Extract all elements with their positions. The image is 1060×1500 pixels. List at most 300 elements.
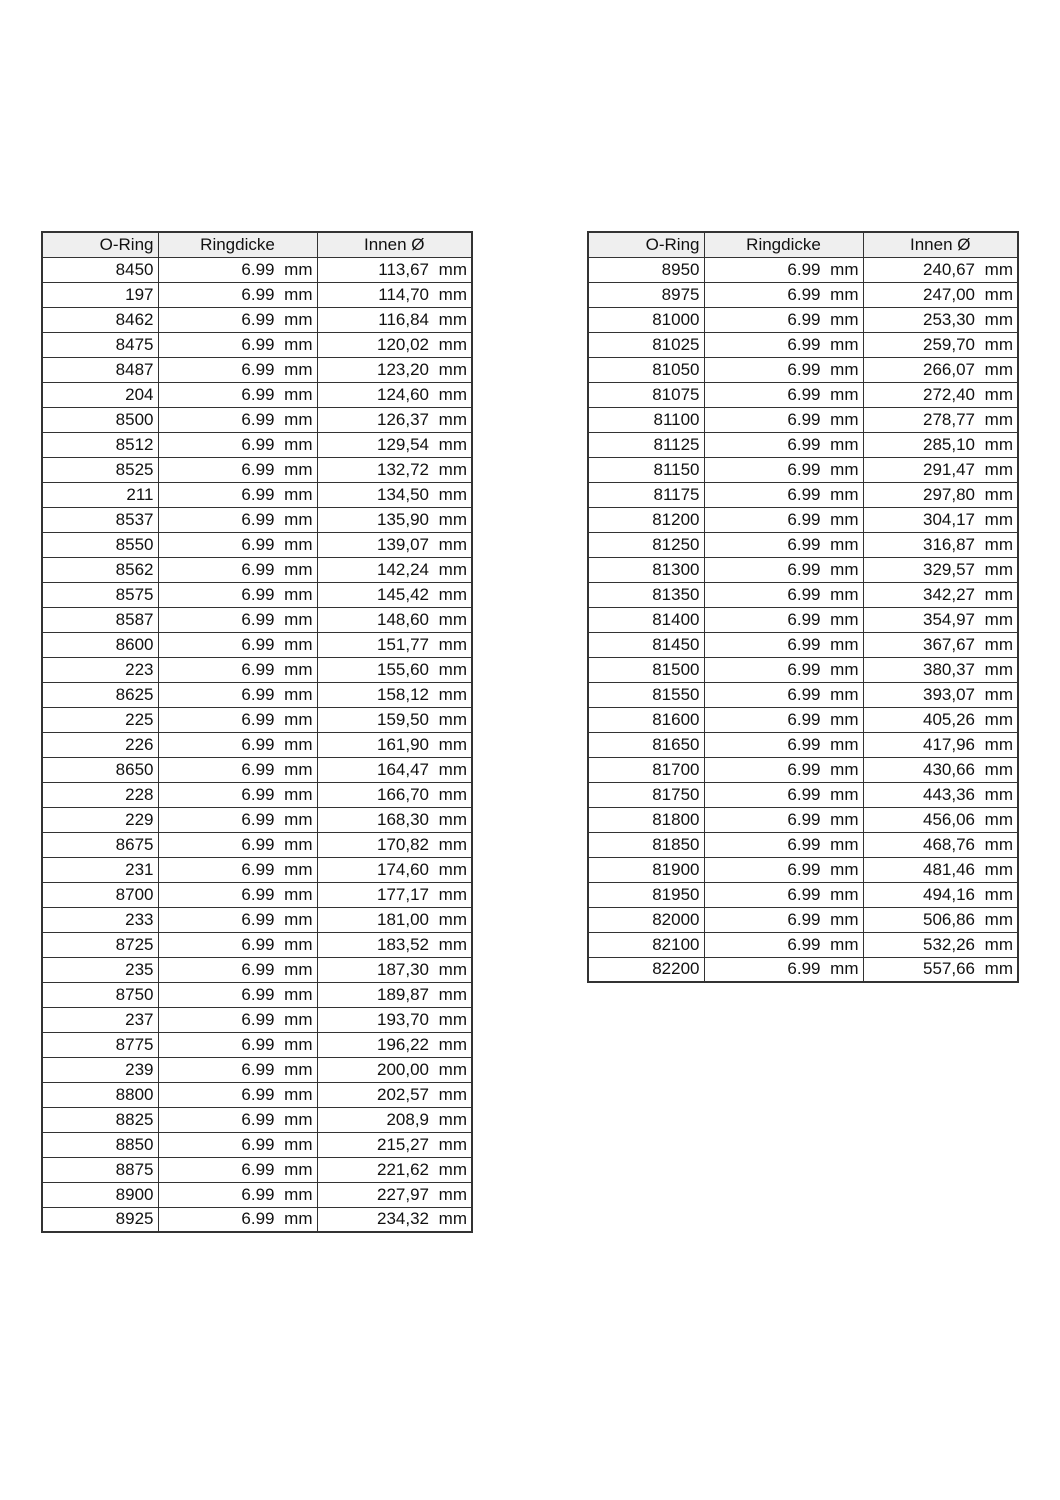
innen-durchmesser-cell <box>317 732 472 757</box>
innen-durchmesser-cell <box>317 632 472 657</box>
table-row <box>42 807 472 832</box>
cell-value: 6.99 <box>241 659 275 679</box>
cell-value: 81600 <box>652 709 700 729</box>
oring-number-cell <box>42 1057 158 1082</box>
cell-value: 6.99 <box>241 359 275 379</box>
unit-label: mm <box>284 1134 313 1154</box>
table-row <box>588 332 1018 357</box>
oring-number-cell <box>588 657 704 682</box>
unit-label: mm <box>830 509 859 529</box>
table-row <box>588 907 1018 932</box>
cell-value: 81850 <box>652 834 700 854</box>
table-row <box>588 307 1018 332</box>
oring-table-right <box>587 231 1019 983</box>
cell-value: 6.99 <box>787 359 821 379</box>
header-oring: O-Ring <box>588 232 704 257</box>
innen-durchmesser-cell <box>863 832 1018 857</box>
table-row <box>588 582 1018 607</box>
oring-number-cell <box>588 807 704 832</box>
unit-label: mm <box>984 759 1013 779</box>
cell-value: 229 <box>125 809 154 829</box>
table-row <box>42 782 472 807</box>
cell-value: 177,17 <box>377 884 429 904</box>
table-row <box>588 657 1018 682</box>
cell-value: 81700 <box>652 759 700 779</box>
unit-label: mm <box>284 1059 313 1079</box>
cell-value: 6.99 <box>241 884 275 904</box>
cell-value: 81050 <box>652 359 700 379</box>
cell-value: 8775 <box>115 1034 154 1054</box>
header-innen-durchmesser: Innen Ø <box>863 232 1018 257</box>
cell-value: 6.99 <box>787 959 821 979</box>
oring-number-cell <box>42 807 158 832</box>
ringdicke-cell <box>158 332 317 357</box>
cell-value: 6.99 <box>787 809 821 829</box>
unit-label: mm <box>984 859 1013 879</box>
cell-value: 81500 <box>652 659 700 679</box>
cell-value: 81250 <box>652 534 700 554</box>
ringdicke-cell <box>158 982 317 1007</box>
cell-value: 215,27 <box>377 1134 429 1154</box>
innen-durchmesser-cell <box>863 307 1018 332</box>
cell-value: 8525 <box>115 459 154 479</box>
ringdicke-cell <box>704 682 863 707</box>
unit-label: mm <box>284 684 313 704</box>
cell-value: 8800 <box>115 1084 154 1104</box>
unit-label: mm <box>984 784 1013 804</box>
oring-number-cell <box>42 982 158 1007</box>
oring-number-cell <box>42 332 158 357</box>
unit-label: mm <box>284 934 313 954</box>
unit-label: mm <box>830 759 859 779</box>
cell-value: 8500 <box>115 409 154 429</box>
unit-label: mm <box>284 709 313 729</box>
table-row <box>588 257 1018 282</box>
oring-number-cell <box>588 707 704 732</box>
cell-value: 342,27 <box>923 584 975 604</box>
cell-value: 132,72 <box>377 459 429 479</box>
cell-value: 197 <box>125 284 154 304</box>
table-row <box>588 882 1018 907</box>
unit-label: mm <box>284 1159 313 1179</box>
ringdicke-cell <box>704 357 863 382</box>
cell-value: 468,76 <box>923 834 975 854</box>
cell-value: 6.99 <box>787 434 821 454</box>
ringdicke-cell <box>158 582 317 607</box>
unit-label: mm <box>830 909 859 929</box>
ringdicke-cell <box>704 432 863 457</box>
cell-value: 430,66 <box>923 759 975 779</box>
oring-number-cell <box>588 682 704 707</box>
ringdicke-cell <box>158 1082 317 1107</box>
cell-value: 81075 <box>652 384 700 404</box>
table-row <box>42 582 472 607</box>
cell-value: 166,70 <box>377 784 429 804</box>
cell-value: 81950 <box>652 884 700 904</box>
innen-durchmesser-cell <box>317 682 472 707</box>
cell-value: 211 <box>126 484 154 504</box>
innen-durchmesser-cell <box>863 657 1018 682</box>
unit-label: mm <box>438 384 467 404</box>
oring-number-cell <box>42 782 158 807</box>
oring-number-cell <box>588 307 704 332</box>
cell-value: 8975 <box>661 284 700 304</box>
cell-value: 239 <box>125 1059 154 1079</box>
innen-durchmesser-cell <box>317 257 472 282</box>
table-row <box>42 732 472 757</box>
table-row <box>588 607 1018 632</box>
innen-durchmesser-cell <box>317 432 472 457</box>
unit-label: mm <box>284 759 313 779</box>
unit-label: mm <box>830 409 859 429</box>
cell-value: 8675 <box>115 834 154 854</box>
unit-label: mm <box>438 559 467 579</box>
cell-value: 226 <box>125 734 154 754</box>
cell-value: 6.99 <box>787 684 821 704</box>
table-row <box>42 957 472 982</box>
oring-number-cell <box>42 457 158 482</box>
table-row <box>42 382 472 407</box>
innen-durchmesser-cell <box>863 757 1018 782</box>
unit-label: mm <box>984 409 1013 429</box>
oring-number-cell <box>42 357 158 382</box>
innen-durchmesser-cell <box>317 382 472 407</box>
ringdicke-cell <box>704 757 863 782</box>
cell-value: 183,52 <box>377 934 429 954</box>
oring-number-cell <box>42 757 158 782</box>
oring-number-cell <box>42 282 158 307</box>
innen-durchmesser-cell <box>317 1182 472 1207</box>
cell-value: 142,24 <box>377 559 429 579</box>
oring-number-cell <box>588 757 704 782</box>
cell-value: 266,07 <box>923 359 975 379</box>
innen-durchmesser-cell <box>863 682 1018 707</box>
cell-value: 8625 <box>115 684 154 704</box>
unit-label: mm <box>830 559 859 579</box>
unit-label: mm <box>284 484 313 504</box>
unit-label: mm <box>984 934 1013 954</box>
ringdicke-cell <box>158 257 317 282</box>
cell-value: 231 <box>125 859 154 879</box>
unit-label: mm <box>984 359 1013 379</box>
cell-value: 81200 <box>652 509 700 529</box>
cell-value: 81125 <box>653 434 700 454</box>
innen-durchmesser-cell <box>317 1157 472 1182</box>
unit-label: mm <box>438 984 467 1004</box>
ringdicke-cell <box>704 257 863 282</box>
innen-durchmesser-cell <box>317 332 472 357</box>
ringdicke-cell <box>158 757 317 782</box>
header-row <box>42 232 472 257</box>
table-row <box>42 1007 472 1032</box>
unit-label: mm <box>984 284 1013 304</box>
unit-label: mm <box>284 434 313 454</box>
innen-durchmesser-cell <box>863 482 1018 507</box>
table-row <box>42 407 472 432</box>
oring-number-cell <box>588 907 704 932</box>
unit-label: mm <box>984 484 1013 504</box>
table-row <box>588 757 1018 782</box>
innen-durchmesser-cell <box>317 607 472 632</box>
unit-label: mm <box>830 309 859 329</box>
cell-value: 126,37 <box>377 409 429 429</box>
unit-label: mm <box>438 334 467 354</box>
oring-number-cell <box>588 382 704 407</box>
oring-number-cell <box>42 957 158 982</box>
cell-value: 129,54 <box>377 434 429 454</box>
ringdicke-cell <box>704 382 863 407</box>
ringdicke-cell <box>158 307 317 332</box>
unit-label: mm <box>830 584 859 604</box>
cell-value: 316,87 <box>923 534 975 554</box>
unit-label: mm <box>284 509 313 529</box>
cell-value: 82000 <box>652 909 700 929</box>
oring-number-cell <box>42 1082 158 1107</box>
cell-value: 6.99 <box>241 934 275 954</box>
cell-value: 168,30 <box>377 809 429 829</box>
header-oring: O-Ring <box>42 232 158 257</box>
unit-label: mm <box>284 809 313 829</box>
unit-label: mm <box>438 534 467 554</box>
cell-value: 8512 <box>115 434 154 454</box>
oring-number-cell <box>42 1207 158 1232</box>
cell-value: 8600 <box>115 634 154 654</box>
unit-label: mm <box>284 309 313 329</box>
table-row <box>588 407 1018 432</box>
ringdicke-cell <box>158 907 317 932</box>
oring-table-left <box>41 231 473 1233</box>
table-row <box>588 932 1018 957</box>
cell-value: 6.99 <box>787 934 821 954</box>
unit-label: mm <box>284 359 313 379</box>
cell-value: 6.99 <box>241 459 275 479</box>
innen-durchmesser-cell <box>317 657 472 682</box>
ringdicke-cell <box>704 282 863 307</box>
table-row <box>42 832 472 857</box>
oring-number-cell <box>588 857 704 882</box>
cell-value: 81550 <box>652 684 700 704</box>
table-row <box>42 857 472 882</box>
ringdicke-cell <box>158 682 317 707</box>
table-row <box>42 532 472 557</box>
unit-label: mm <box>438 1034 467 1054</box>
unit-label: mm <box>830 734 859 754</box>
oring-number-cell <box>42 1107 158 1132</box>
table-row <box>588 807 1018 832</box>
unit-label: mm <box>438 684 467 704</box>
cell-value: 6.99 <box>241 1009 275 1029</box>
oring-number-cell <box>42 632 158 657</box>
innen-durchmesser-cell <box>863 407 1018 432</box>
cell-value: 8900 <box>115 1184 154 1204</box>
table-row <box>42 332 472 357</box>
cell-value: 6.99 <box>787 584 821 604</box>
oring-number-cell <box>588 607 704 632</box>
unit-label: mm <box>830 534 859 554</box>
oring-number-cell <box>42 582 158 607</box>
cell-value: 6.99 <box>241 1184 275 1204</box>
cell-value: 181,00 <box>377 909 429 929</box>
header-ringdicke: Ringdicke <box>158 232 317 257</box>
oring-number-cell <box>42 682 158 707</box>
ringdicke-cell <box>704 707 863 732</box>
innen-durchmesser-cell <box>317 1107 472 1132</box>
cell-value: 8487 <box>115 359 154 379</box>
ringdicke-cell <box>158 532 317 557</box>
ringdicke-cell <box>704 507 863 532</box>
unit-label: mm <box>438 634 467 654</box>
unit-label: mm <box>284 409 313 429</box>
cell-value: 6.99 <box>787 709 821 729</box>
oring-number-cell <box>42 482 158 507</box>
table-row <box>42 882 472 907</box>
table-row <box>588 632 1018 657</box>
innen-durchmesser-cell <box>317 482 472 507</box>
oring-number-cell <box>42 882 158 907</box>
table-row <box>588 732 1018 757</box>
unit-label: mm <box>984 834 1013 854</box>
table-row <box>42 632 472 657</box>
cell-value: 6.99 <box>241 834 275 854</box>
cell-value: 8550 <box>115 534 154 554</box>
unit-label: mm <box>830 284 859 304</box>
table-row <box>588 432 1018 457</box>
innen-durchmesser-cell <box>317 1057 472 1082</box>
ringdicke-cell <box>158 1157 317 1182</box>
cell-value: 81025 <box>652 334 700 354</box>
cell-value: 81900 <box>652 859 700 879</box>
unit-label: mm <box>438 1084 467 1104</box>
unit-label: mm <box>830 634 859 654</box>
ringdicke-cell <box>158 882 317 907</box>
cell-value: 443,36 <box>923 784 975 804</box>
oring-number-cell <box>42 532 158 557</box>
table-row <box>588 507 1018 532</box>
cell-value: 532,26 <box>923 934 975 954</box>
cell-value: 494,16 <box>923 884 975 904</box>
cell-value: 187,30 <box>377 959 429 979</box>
cell-value: 380,37 <box>923 659 975 679</box>
oring-number-cell <box>588 957 704 982</box>
oring-number-cell <box>42 557 158 582</box>
unit-label: mm <box>830 684 859 704</box>
cell-value: 155,60 <box>377 659 429 679</box>
cell-value: 6.99 <box>241 734 275 754</box>
cell-value: 8562 <box>115 559 154 579</box>
table-row <box>42 457 472 482</box>
cell-value: 6.99 <box>787 759 821 779</box>
table-row <box>42 1082 472 1107</box>
header-row <box>588 232 1018 257</box>
unit-label: mm <box>984 709 1013 729</box>
cell-value: 120,02 <box>377 334 429 354</box>
unit-label: mm <box>984 309 1013 329</box>
innen-durchmesser-cell <box>863 257 1018 282</box>
cell-value: 135,90 <box>377 509 429 529</box>
table-row <box>42 982 472 1007</box>
ringdicke-cell <box>704 932 863 957</box>
ringdicke-cell <box>158 657 317 682</box>
unit-label: mm <box>438 1159 467 1179</box>
unit-label: mm <box>830 609 859 629</box>
unit-label: mm <box>284 1209 313 1229</box>
unit-label: mm <box>438 484 467 504</box>
oring-number-cell <box>588 532 704 557</box>
cell-value: 6.99 <box>787 534 821 554</box>
table-row <box>42 257 472 282</box>
cell-value: 285,10 <box>923 434 975 454</box>
cell-value: 223 <box>125 659 154 679</box>
ringdicke-cell <box>158 782 317 807</box>
oring-number-cell <box>588 632 704 657</box>
cell-value: 6.99 <box>787 859 821 879</box>
innen-durchmesser-cell <box>863 332 1018 357</box>
unit-label: mm <box>830 934 859 954</box>
cell-value: 6.99 <box>241 609 275 629</box>
unit-label: mm <box>284 784 313 804</box>
ringdicke-cell <box>158 732 317 757</box>
unit-label: mm <box>438 259 467 279</box>
unit-label: mm <box>438 859 467 879</box>
ringdicke-cell <box>704 332 863 357</box>
innen-durchmesser-cell <box>863 732 1018 757</box>
innen-durchmesser-cell <box>863 782 1018 807</box>
innen-durchmesser-cell <box>317 507 472 532</box>
table-row <box>42 1132 472 1157</box>
unit-label: mm <box>438 309 467 329</box>
oring-number-cell <box>588 432 704 457</box>
innen-durchmesser-cell <box>317 1032 472 1057</box>
table-row <box>588 482 1018 507</box>
unit-label: mm <box>438 784 467 804</box>
innen-durchmesser-cell <box>863 907 1018 932</box>
cell-value: 6.99 <box>241 509 275 529</box>
cell-value: 228 <box>125 784 154 804</box>
cell-value: 145,42 <box>377 584 429 604</box>
table-row <box>42 507 472 532</box>
cell-value: 6.99 <box>787 909 821 929</box>
unit-label: mm <box>830 959 859 979</box>
table-row <box>42 1032 472 1057</box>
cell-value: 158,12 <box>377 684 429 704</box>
oring-number-cell <box>42 832 158 857</box>
cell-value: 6.99 <box>241 434 275 454</box>
cell-value: 6.99 <box>787 509 821 529</box>
cell-value: 329,57 <box>923 559 975 579</box>
cell-value: 113,67 <box>378 259 429 279</box>
cell-value: 81000 <box>652 309 700 329</box>
table-row <box>588 682 1018 707</box>
table-row <box>588 357 1018 382</box>
unit-label: mm <box>438 734 467 754</box>
cell-value: 6.99 <box>241 309 275 329</box>
unit-label: mm <box>284 559 313 579</box>
cell-value: 116,84 <box>378 309 429 329</box>
innen-durchmesser-cell <box>317 932 472 957</box>
cell-value: 6.99 <box>787 734 821 754</box>
cell-value: 81450 <box>652 634 700 654</box>
ringdicke-cell <box>158 507 317 532</box>
unit-label: mm <box>438 1109 467 1129</box>
ringdicke-cell <box>158 382 317 407</box>
unit-label: mm <box>284 534 313 554</box>
cell-value: 8537 <box>115 509 154 529</box>
unit-label: mm <box>984 534 1013 554</box>
ringdicke-cell <box>158 407 317 432</box>
unit-label: mm <box>284 1034 313 1054</box>
table-row <box>42 357 472 382</box>
ringdicke-cell <box>158 282 317 307</box>
